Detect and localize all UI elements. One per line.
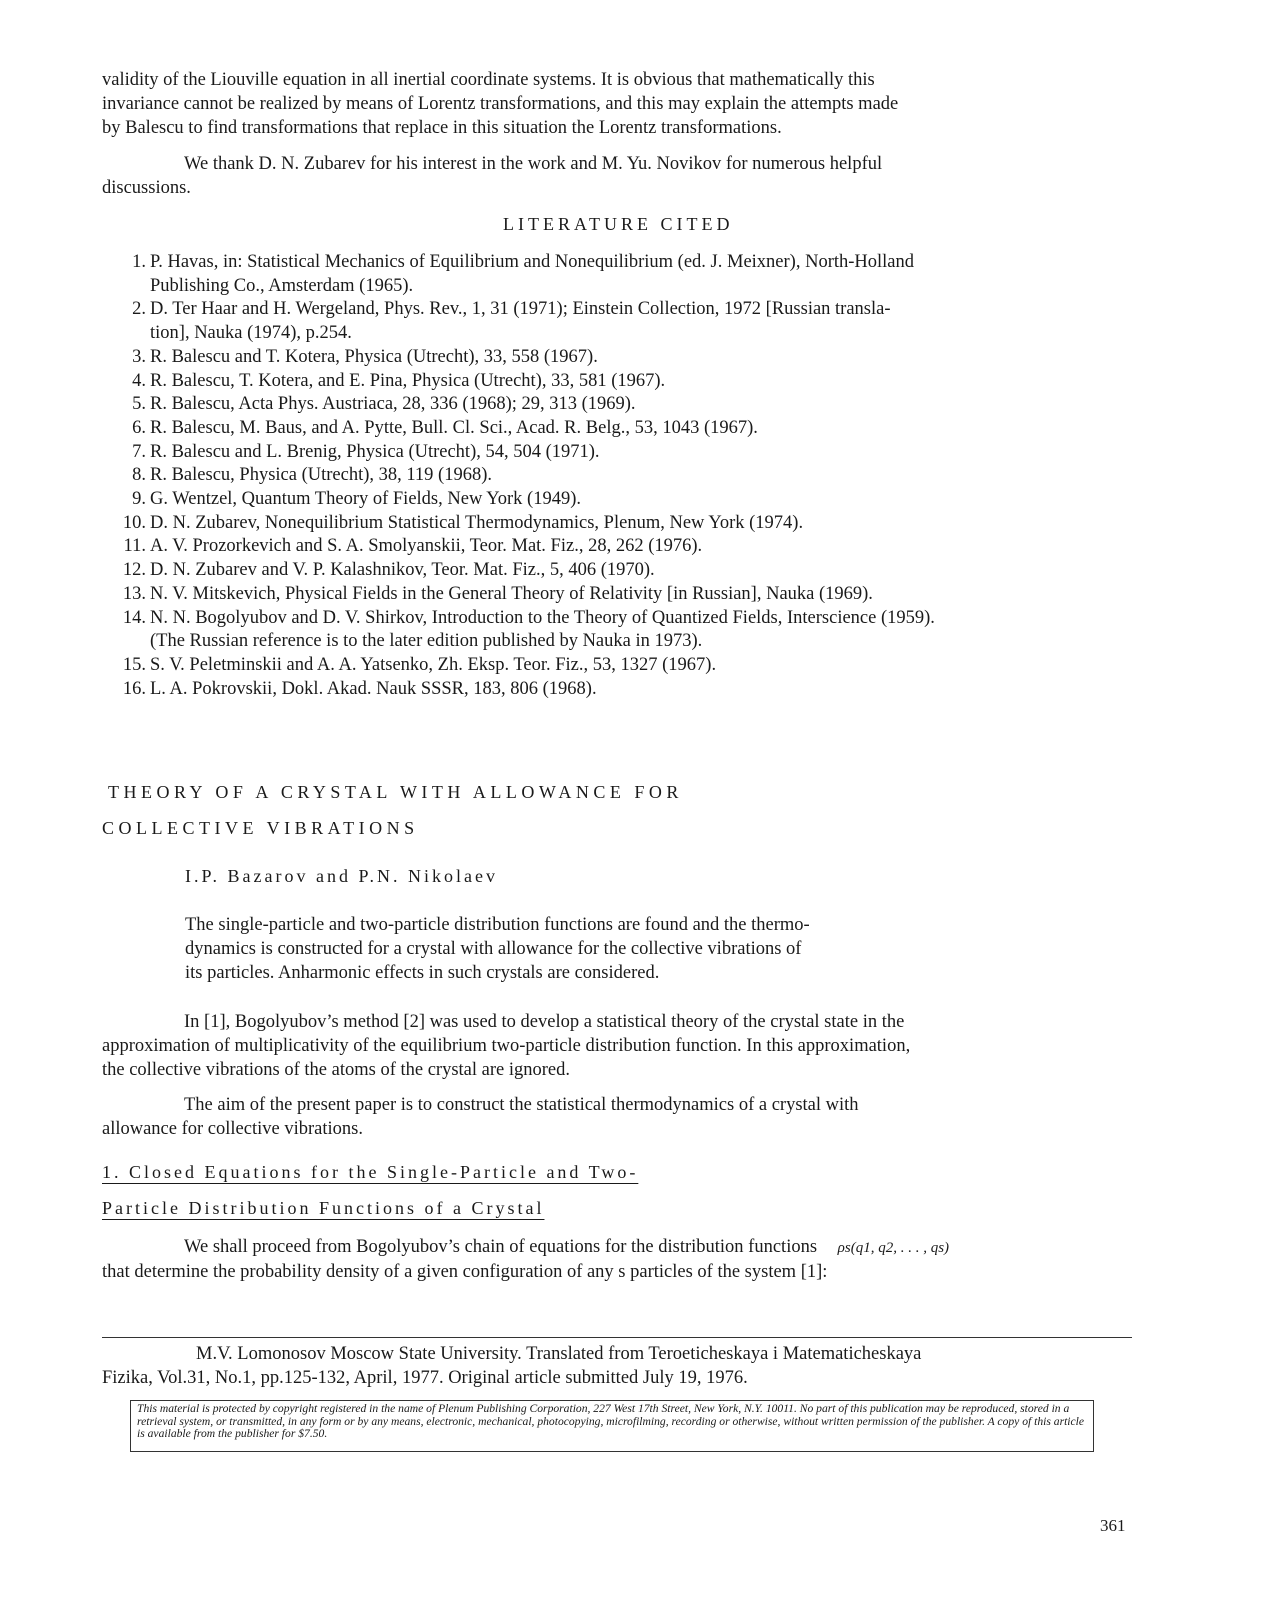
reference-number: 4. [132,370,146,391]
reference-line: tion], Nauka (1974), p.254. [150,323,352,344]
reference-number: 8. [132,465,146,486]
reference-text [146,607,1142,654]
reference-item [102,417,1142,441]
continuation-paragraph [102,68,1142,140]
reference-line: R. Balescu, Acta Phys. Austriaca, 28, 336 (1968); 29, 313 (1969). [150,394,636,415]
reference-line: D. Ter Haar and H. Wergeland, Phys. Rev., 1, 31 (1971); Einstein Collection, 1972 [Russian transla- [150,299,891,320]
reference-text [146,417,1142,441]
text-line: The single-particle and two-particle distribution functions are found and the thermo- [185,915,810,935]
reference-item [102,298,1142,345]
reference-number: 3. [132,346,146,367]
text-line [102,1235,1142,1260]
text-line: approximation of multiplicativity of the equilibrium two-particle distribution function. In this approximation, [102,1036,911,1056]
reference-item [102,559,1142,583]
text-line: validity of the Liouville equation in all inertial coordinate systems. It is obvious that mathematically this [102,70,875,90]
reference-text [146,441,1142,465]
reference-item [102,488,1142,512]
reference-number: 7. [132,441,146,462]
reference-line: L. A. Pokrovskii, Dokl. Akad. Nauk SSSR, 183, 806 (1968). [150,678,597,699]
reference-number: 11. [123,536,146,557]
reference-number: 5. [132,394,146,415]
reference-line: S. V. Peletminskii and A. A. Yatsenko, Zh. Eksp. Teor. Fiz., 53, 1327 (1967). [150,654,717,675]
text-line: that determine the probability density of a given configuration of any s particles of the system [1]: [102,1262,828,1282]
intro-paragraph [102,1010,1142,1082]
reference-line: D. N. Zubarev and V. P. Kalashnikov, Teor. Mat. Fiz., 5, 406 (1970). [150,560,655,581]
reference-line: R. Balescu, M. Baus, and A. Pytte, Bull. Cl. Sci., Acad. R. Belg., 53, 1043 (1967). [150,417,758,438]
aim-paragraph [102,1093,1142,1141]
reference-line: R. Balescu and T. Kotera, Physica (Utrecht), 33, 558 (1967). [150,346,598,367]
reference-number: 10. [122,512,146,533]
copyright-notice: This material is protected by copyright registered in the name of Plenum Publishing Corporation, 227 West 17th Street, New York, N.Y. 10011. No part of this publication may be reproduced, stored in a retrieval system, or transmitted, in any form or by any means, electronic, mechanical, photocopying, microfilming, recording or otherwise, without written permission of the publisher. A copy of this article is available from the publisher for $7.50. [130,1400,1094,1452]
reference-item [102,464,1142,488]
text-line: M.V. Lomonosov Moscow State University. Translated from Teroeticheskaya i Matematicheskaya [196,1344,922,1364]
reference-line: A. V. Prozorkevich and S. A. Smolyanskii, Teor. Mat. Fiz., 28, 262 (1976). [150,536,703,557]
reference-text [146,393,1142,417]
reference-line: R. Balescu, T. Kotera, and E. Pina, Physica (Utrecht), 33, 581 (1967). [150,370,666,391]
reference-number: 13. [122,583,146,604]
footnote [102,1342,1142,1390]
reference-text [146,464,1142,488]
distribution-function-symbol: ρs(q1, q2, . . . , qs) [837,1240,950,1256]
text-line: The aim of the present paper is to construct the statistical thermodynamics of a crystal with [184,1095,859,1115]
text-line: discussions. [102,178,191,198]
reference-line: R. Balescu and L. Brenig, Physica (Utrecht), 54, 504 (1971). [150,441,600,462]
reference-text [146,298,1142,345]
reference-item [102,393,1142,417]
reference-text [146,251,1142,298]
reference-text [146,678,1142,702]
reference-line: D. N. Zubarev, Nonequilibrium Statistical Thermodynamics, Plenum, New York (1974). [150,512,804,533]
reference-number: 12. [122,560,146,581]
reference-item [102,535,1142,559]
reference-item [102,583,1142,607]
acknowledgment-paragraph [102,152,1142,200]
reference-item [102,251,1142,298]
reference-text [146,370,1142,394]
reference-item [102,678,1142,702]
reference-text [146,583,1142,607]
article-title-line2: COLLECTIVE VIBRATIONS [102,818,419,838]
reference-text [146,535,1142,559]
text-line: In [1], Bogolyubov’s method [2] was used to develop a statistical theory of the crystal state in the [184,1012,905,1032]
reference-text [146,488,1142,512]
literature-heading: LITERATURE CITED [503,214,734,234]
reference-line: N. V. Mitskevich, Physical Fields in the General Theory of Relativity [in Russian], Nauka (1969). [150,583,873,604]
page-number: 361 [1100,1516,1126,1535]
text-line: by Balescu to find transformations that replace in this situation the Lorentz transformations. [102,118,782,138]
text-line: Fizika, Vol.31, No.1, pp.125-132, April, 1977. Original article submitted July 19, 1976. [102,1368,748,1388]
reference-list [102,251,1142,701]
section-paragraph [102,1235,1142,1284]
footnote-divider [102,1337,1132,1338]
reference-number: 14. [122,607,146,628]
text-line: allowance for collective vibrations. [102,1119,363,1139]
text-line: dynamics is constructed for a crystal with allowance for the collective vibrations of [185,939,802,959]
reference-line: P. Havas, in: Statistical Mechanics of Equilibrium and Nonequilibrium (ed. J. Meixner), North-Holland [150,252,915,272]
reference-item [102,607,1142,654]
section-heading-line1: 1. Closed Equations for the Single-Particle and Two- [102,1162,639,1182]
text-line: We thank D. N. Zubarev for his interest in the work and M. Yu. Novikov for numerous helpful [184,154,883,174]
reference-line: N. N. Bogolyubov and D. V. Shirkov, Introduction to the Theory of Quantized Fields, Interscience (1959). [150,607,935,628]
reference-item [102,654,1142,678]
reference-text [146,512,1142,536]
reference-line: (The Russian reference is to the later edition published by Nauka in 1973). [150,631,703,652]
reference-number: 2. [132,299,146,320]
reference-item [102,512,1142,536]
reference-number: 9. [132,489,146,510]
section-text: We shall proceed from Bogolyubov’s chain of equations for the distribution functions [184,1237,818,1257]
reference-number: 1. [132,252,146,272]
reference-item [102,346,1142,370]
reference-number: 6. [132,417,146,438]
text-line: the collective vibrations of the atoms of the crystal are ignored. [102,1060,570,1080]
reference-text [146,654,1142,678]
reference-number: 16. [122,678,146,699]
reference-item [102,370,1142,394]
article-title-line1: THEORY OF A CRYSTAL WITH ALLOWANCE FOR [108,782,683,802]
section-heading-line2: Particle Distribution Functions of a Crystal [102,1198,545,1218]
reference-item [102,441,1142,465]
text-line: its particles. Anharmonic effects in such crystals are considered. [185,963,660,983]
reference-number: 15. [122,654,146,675]
article-authors: I.P. Bazarov and P.N. Nikolaev [185,866,498,886]
article-abstract [185,913,985,985]
reference-line: G. Wentzel, Quantum Theory of Fields, New York (1949). [150,489,581,510]
reference-text [146,346,1142,370]
reference-text [146,559,1142,583]
reference-line: Publishing Co., Amsterdam (1965). [150,275,414,296]
reference-line: R. Balescu, Physica (Utrecht), 38, 119 (1968). [150,465,493,486]
text-line: invariance cannot be realized by means of Lorentz transformations, and this may explain the attempts made [102,94,899,114]
